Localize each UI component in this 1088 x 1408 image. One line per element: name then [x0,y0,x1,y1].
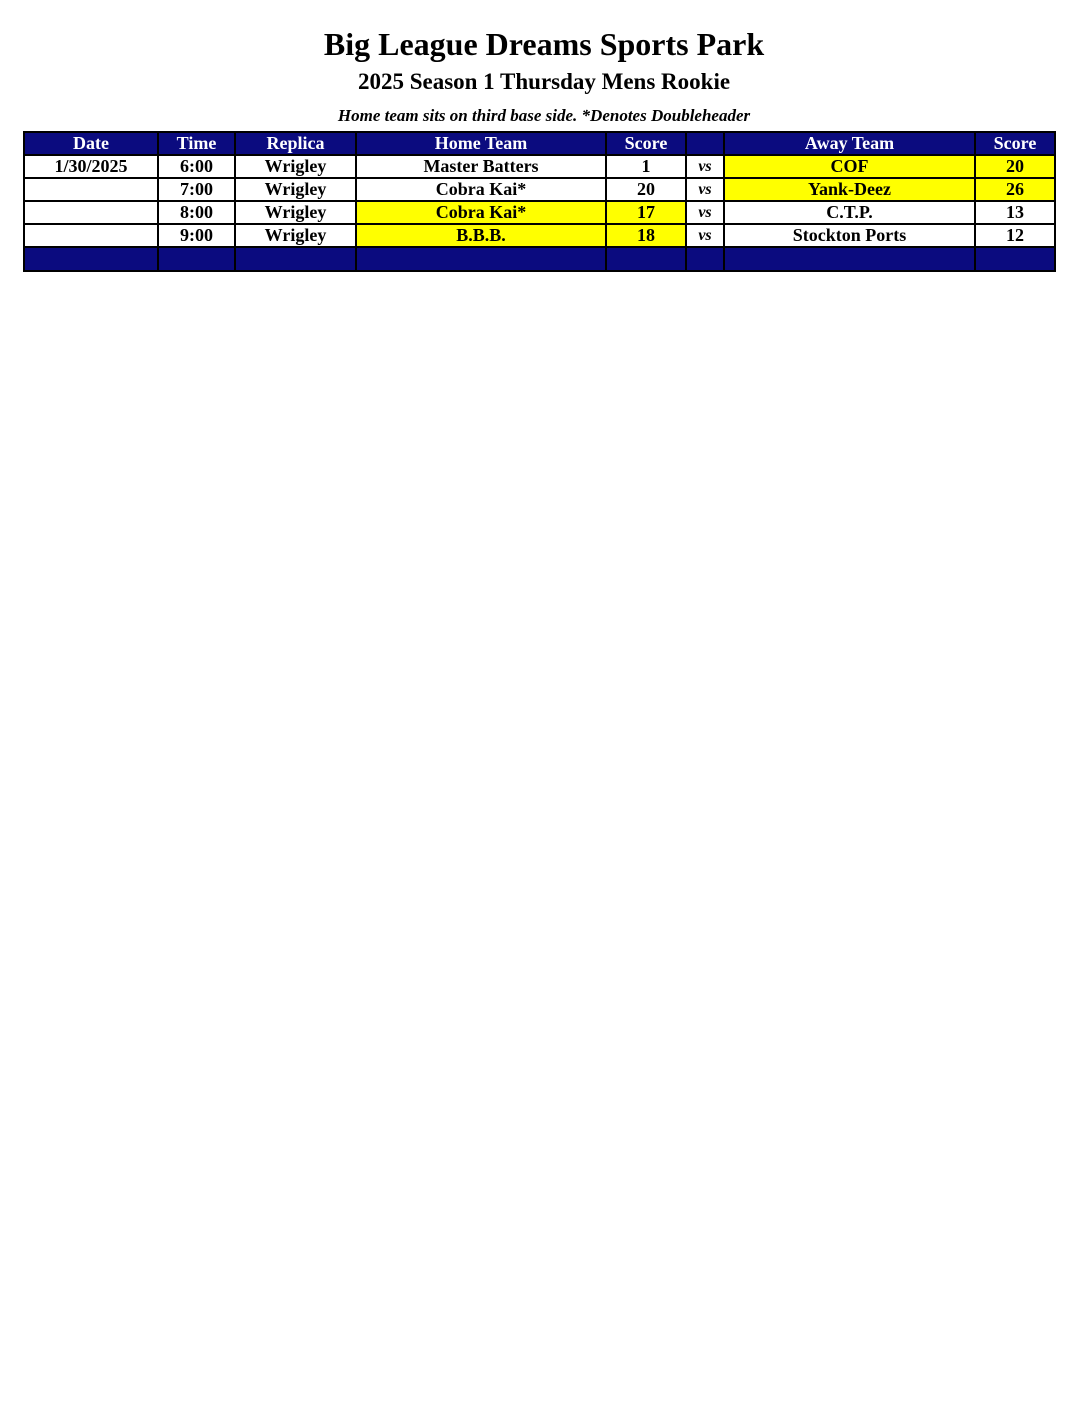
cell-time: 7:00 [158,178,235,201]
page-subtitle: 2025 Season 1 Thursday Mens Rookie [357,69,731,94]
table-footer-bar [24,247,1055,271]
footer-cell [606,247,686,271]
cell-home-score: 1 [606,155,686,178]
cell-home-score: 20 [606,178,686,201]
cell-vs: vs [686,155,724,178]
col-header-vs [686,132,724,155]
cell-home-score: 17 [606,201,686,224]
cell-away-score: 13 [975,201,1055,224]
cell-vs: vs [686,201,724,224]
cell-home-team: Cobra Kai* [356,178,606,201]
table-row [24,201,1055,224]
footer-cell [158,247,235,271]
cell-time: 6:00 [158,155,235,178]
cell-vs: vs [686,178,724,201]
footer-cell [686,247,724,271]
cell-date: 1/30/2025 [24,155,158,178]
cell-away-score: 20 [975,155,1055,178]
cell-home-team: B.B.B. [356,224,606,247]
cell-time: 8:00 [158,201,235,224]
footer-cell [724,247,975,271]
col-header-home-score: Score [606,132,686,155]
footer-cell [24,247,158,271]
cell-away-team: C.T.P. [724,201,975,224]
table-row [24,178,1055,201]
cell-home-score: 18 [606,224,686,247]
page-title: Big League Dreams Sports Park [323,26,765,62]
col-header-home-team: Home Team [356,132,606,155]
cell-away-team: COF [724,155,975,178]
table-header-row [24,132,1055,155]
schedule-note: Home team sits on third base side. *Denotes Doubleheader [337,106,751,125]
cell-date [24,178,158,201]
cell-away-team: Stockton Ports [724,224,975,247]
table-row [24,155,1055,178]
footer-cell [356,247,606,271]
cell-home-team: Master Batters [356,155,606,178]
cell-away-score: 12 [975,224,1055,247]
table-row [24,224,1055,247]
cell-home-team: Cobra Kai* [356,201,606,224]
cell-replica: Wrigley [235,201,356,224]
cell-time: 9:00 [158,224,235,247]
col-header-time: Time [158,132,235,155]
cell-away-team: Yank-Deez [724,178,975,201]
cell-replica: Wrigley [235,178,356,201]
schedule-table [23,131,1056,272]
cell-date [24,224,158,247]
cell-vs: vs [686,224,724,247]
col-header-date: Date [24,132,158,155]
col-header-away-team: Away Team [724,132,975,155]
cell-away-score: 26 [975,178,1055,201]
col-header-away-score: Score [975,132,1055,155]
cell-replica: Wrigley [235,155,356,178]
col-header-replica: Replica [235,132,356,155]
footer-cell [975,247,1055,271]
footer-cell [235,247,356,271]
cell-replica: Wrigley [235,224,356,247]
cell-date [24,201,158,224]
